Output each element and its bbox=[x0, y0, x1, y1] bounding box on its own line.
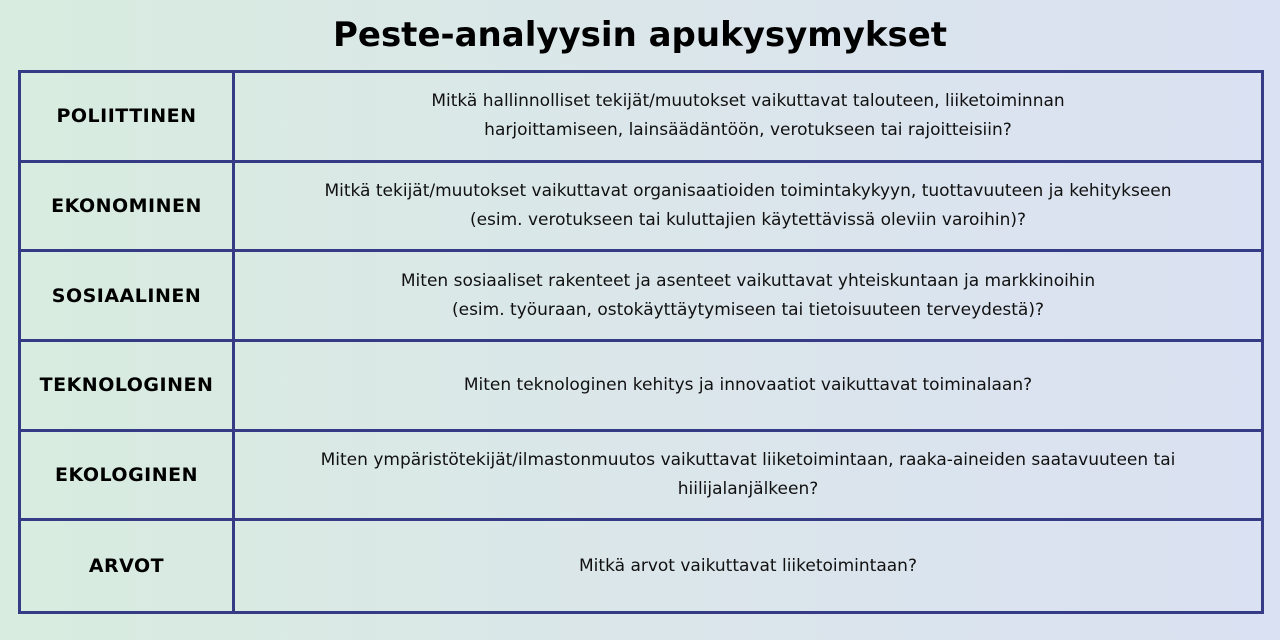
question-line: hiilijalanjälkeen? bbox=[677, 478, 819, 499]
row-question-social bbox=[235, 252, 1261, 342]
row-label-economic: EKONOMINEN bbox=[21, 163, 232, 253]
row-question-political bbox=[235, 73, 1261, 163]
question-line: Mitkä tekijät/muutokset vaikuttavat organisaatioiden toimintakykyyn, tuottavuuteen ja kehitykseen bbox=[324, 180, 1172, 201]
row-label-social: SOSIAALINEN bbox=[21, 252, 232, 342]
question-line: (esim. työuraan, ostokäyttäytymiseen tai tietoisuuteen terveydestä)? bbox=[451, 299, 1045, 320]
row-label-technological: TEKNOLOGINEN bbox=[21, 342, 232, 432]
question-line: Mitkä arvot vaikuttavat liiketoimintaan? bbox=[579, 555, 917, 576]
row-question-ecological bbox=[235, 432, 1261, 522]
row-label-political: POLIITTINEN bbox=[21, 73, 232, 163]
peste-table bbox=[18, 70, 1264, 614]
row-question-economic bbox=[235, 163, 1261, 253]
question-line: Mitkä hallinnolliset tekijät/muutokset vaikuttavat talouteen, liiketoiminnan bbox=[431, 91, 1065, 112]
question-line: (esim. verotukseen tai kuluttajien käytettävissä oleviin varoihin)? bbox=[469, 209, 1027, 230]
row-label-values: ARVOT bbox=[88, 555, 165, 578]
page-title: Peste-analyysin apukysymykset bbox=[332, 15, 948, 55]
row-label-ecological: EKOLOGINEN bbox=[21, 432, 232, 522]
question-line: harjoittamiseen, lainsäädäntöön, verotukseen tai rajoitteisiin? bbox=[484, 120, 1012, 141]
row-question-technological bbox=[235, 342, 1261, 432]
question-line: Miten sosiaaliset rakenteet ja asenteet vaikuttavat yhteiskuntaan ja markkinoihin bbox=[400, 270, 1096, 291]
question-line: Miten teknologinen kehitys ja innovaatiot vaikuttavat toiminalaan? bbox=[463, 374, 1033, 395]
question-line: Miten ympäristötekijät/ilmastonmuutos vaikuttavat liiketoimintaan, raaka-aineiden saatavuuteen tai bbox=[320, 449, 1176, 470]
row-question-values bbox=[235, 521, 1261, 611]
